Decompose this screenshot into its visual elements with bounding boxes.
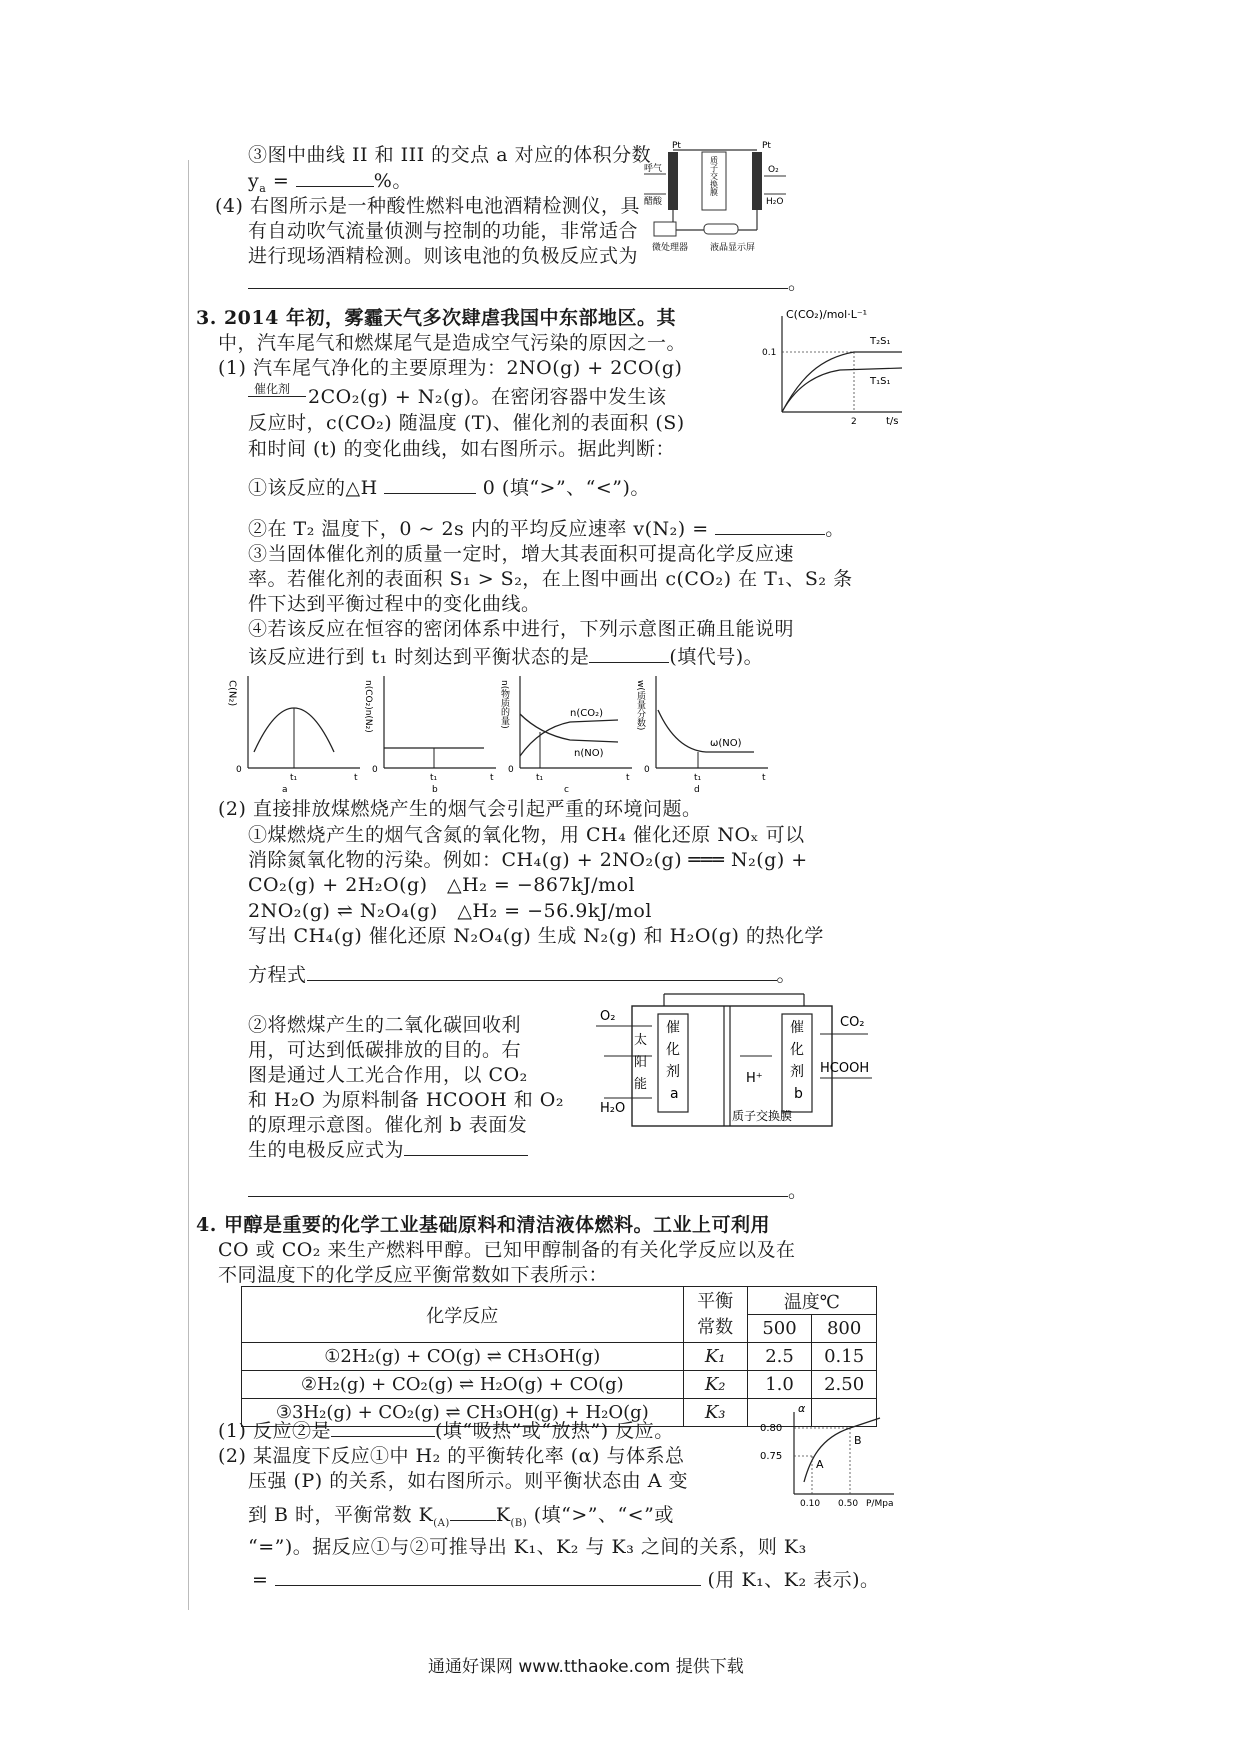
sun-char-3: 能 xyxy=(634,1077,648,1092)
header-constant: 平衡 常数 xyxy=(683,1287,747,1343)
t1-label: t₁ xyxy=(290,773,298,783)
processor-label: 微处理器 xyxy=(652,243,689,253)
x-tick-010: 0.10 xyxy=(800,1499,821,1509)
t1-label: t₁ xyxy=(430,773,438,783)
origin-label: 0 xyxy=(644,765,650,775)
cat-b-char-1: 催 xyxy=(790,1020,804,1036)
q2-answer-line: 。 xyxy=(248,270,808,296)
cat-a-char-2: 化 xyxy=(666,1042,680,1058)
q3-p2-line-6: 写出 CH₄(g) 催化还原 N₂O₄(g) 生成 N₂(g) 和 H₂O(g) 的热化学 xyxy=(248,925,824,947)
q3-p3-answer-line: 。 xyxy=(248,1178,808,1204)
q4-p2-line-5: = (用 K₁、K₂ 表示)。 xyxy=(252,1569,880,1591)
q4-line-3: 不同温度下的化学反应平衡常数如下表所示： xyxy=(218,1264,609,1286)
caption: b xyxy=(432,785,438,795)
small-chart-d xyxy=(635,668,776,795)
header-temperature: 温度℃ xyxy=(747,1287,876,1315)
answer-blank[interactable] xyxy=(331,1418,435,1437)
q4-p2-line-2: 压强 (P) 的关系，如右图所示。则平衡状态由 A 变 xyxy=(248,1470,688,1492)
table-row-k: K₃ xyxy=(683,1399,747,1427)
x-axis-label: t/s xyxy=(886,416,899,427)
answer-blank[interactable] xyxy=(307,962,777,981)
origin-label: 0 xyxy=(508,765,514,775)
t1-label: t₁ xyxy=(536,773,544,783)
q4-line-2: CO 或 CO₂ 来生产燃料甲醇。已知甲醇制备的有关化学反应以及在 xyxy=(218,1239,796,1261)
table-row-500: 2.5 xyxy=(747,1343,812,1371)
o2-label: O₂ xyxy=(768,165,779,175)
membrane-label: 质子交换膜 xyxy=(732,1109,793,1123)
sun-char-1: 太 xyxy=(634,1033,648,1048)
q2-line-2: $y_a$ = %。 xyxy=(248,170,412,195)
q3-line-4: 2CO₂(g) + N₂(g)。在密闭容器中发生该 xyxy=(308,386,667,408)
membrane-label: 质子交换膜 xyxy=(709,156,719,196)
series-no-label: n(NO) xyxy=(574,748,604,759)
q4-p2-line-1: (2) 某温度下反应①中 H₂ 的平衡转化率 (α) 与体系总 xyxy=(218,1445,685,1467)
y-label: C(N₂) xyxy=(226,680,238,707)
x-tick-label: 2 xyxy=(851,417,857,427)
co2-label: CO₂ xyxy=(840,1015,865,1030)
q3-p3-line-3: 图是通过人工光合作用，以 CO₂ xyxy=(248,1064,528,1086)
co2-concentration-chart xyxy=(760,308,910,434)
q3-p2-line-3: 消除氮氧化物的污染。例如：CH₄(g) + 2NO₂(g) ═══ N₂(g) + xyxy=(248,849,808,871)
hcooh-label: HCOOH xyxy=(820,1061,870,1076)
q3-line-3: (1) 汽车尾气净化的主要原理为：2NO(g) + 2CO(g) xyxy=(218,357,683,379)
y-label: n(物质的量) xyxy=(499,680,509,729)
q4-line-1: 4. 甲醇是重要的化学工业基础原料和清洁液体燃料。工业上可利用 xyxy=(196,1214,770,1236)
t-label: t xyxy=(490,773,494,783)
acetic-acid-label: 醋酸 xyxy=(644,197,663,207)
y-axis-label: C(CO₂)/mol·L⁻¹ xyxy=(786,308,868,321)
x-axis-label: P/Mpa xyxy=(866,1499,894,1509)
origin-label: 0 xyxy=(236,765,242,775)
t-label: t xyxy=(626,773,630,783)
q3-p3-line-1: ②将燃煤产生的二氧化碳回收利 xyxy=(248,1014,522,1036)
caption: c xyxy=(564,785,569,795)
q3-line-8: ②在 T₂ 温度下，0 ~ 2s 内的平均反应速率 v(N₂) = 。 xyxy=(248,518,845,540)
fuel-cell-diagram xyxy=(640,142,790,254)
table-row-reaction: ③3H₂(g) + CO₂(g) ⇌ CH₃OH(g) + H₂O(g) xyxy=(242,1399,684,1427)
small-chart-a xyxy=(226,668,368,795)
answer-blank[interactable] xyxy=(715,516,825,535)
h2o-label: H₂O xyxy=(766,197,784,207)
answer-blank[interactable] xyxy=(589,644,669,663)
right-electrode xyxy=(752,152,762,210)
answer-blank[interactable] xyxy=(384,475,476,494)
header-reaction: 化学反应 xyxy=(242,1287,684,1343)
y-label: w(质量分数) xyxy=(635,680,645,731)
q4-p2-line-4: “=”)。据反应①与②可推导出 K₁、K₂ 与 K₃ 之间的关系，则 K₃ xyxy=(248,1536,807,1558)
q3-line-12: ④若该反应在恒容的密闭体系中进行，下列示意图正确且能说明 xyxy=(248,618,795,640)
cat-a-char-4: a xyxy=(670,1086,679,1102)
q3-p2-line-4: CO₂(g) + 2H₂O(g) △H₂ = −867kJ/mol xyxy=(248,874,636,896)
series-co2-label: n(CO₂) xyxy=(570,708,604,719)
origin-label: 0 xyxy=(372,765,378,775)
point-b-label: B xyxy=(854,1434,862,1447)
small-chart-c xyxy=(499,668,640,795)
table-row-reaction: ①2H₂(g) + CO(g) ⇌ CH₃OH(g) xyxy=(242,1343,684,1371)
y-axis-label: α xyxy=(798,1402,806,1415)
q3-line-7: ①该反应的△H 0 (填“>”、“<”)。 xyxy=(248,477,650,499)
q3-line-11: 件下达到平衡过程中的变化曲线。 xyxy=(248,593,541,615)
point-a-label: A xyxy=(816,1458,824,1471)
q3-p3-line-4: 和 H₂O 为原料制备 HCOOH 和 O₂ xyxy=(248,1089,564,1111)
curve-t1s1-label: T₁S₁ xyxy=(870,376,891,387)
h2o-label: H₂O xyxy=(600,1101,626,1116)
curve-t1s1 xyxy=(782,368,902,412)
q3-p3-line-2: 用，可达到低碳排放的目的。右 xyxy=(248,1039,522,1061)
photosynthesis-cell-diagram xyxy=(596,986,876,1136)
q3-line-10: 率。若催化剂的表面积 S₁ > S₂，在上图中画出 c(CO₂) 在 T₁、S₂ 条 xyxy=(248,568,853,590)
header-500: 500 xyxy=(747,1315,812,1343)
cat-b-char-2: 化 xyxy=(790,1042,804,1058)
x-tick-050: 0.50 xyxy=(838,1499,859,1509)
small-chart-b xyxy=(363,668,504,795)
cat-a-char-3: 剂 xyxy=(666,1064,680,1080)
q3-line-9: ③当固体催化剂的质量一定时，增大其表面积可提高化学反应速 xyxy=(248,543,795,565)
left-electrode xyxy=(668,152,678,210)
answer-blank[interactable] xyxy=(248,270,788,289)
y-tick-label: 0.1 xyxy=(762,348,777,358)
q4-p1-line: (1) 反应②是 (填“吸热”或“放热”) 反应。 xyxy=(218,1420,674,1442)
breath-in-label: 呼气 xyxy=(644,164,663,174)
left-margin-rule xyxy=(188,160,189,1610)
cat-b-char-3: 剂 xyxy=(790,1064,804,1080)
answer-blank[interactable] xyxy=(296,168,374,187)
q3-p2-line-2: ①煤燃烧产生的烟气含氮的氧化物，用 CH₄ 催化还原 NOₓ 可以 xyxy=(248,824,805,846)
table-row-500: 1.0 xyxy=(747,1371,812,1399)
sun-char-2: 阳 xyxy=(634,1055,648,1070)
q3-line-6: 和时间 (t) 的变化曲线，如右图所示。据此判断： xyxy=(248,438,676,460)
q3-line-2: 中，汽车尾气和燃煤尾气是造成空气污染的原因之一。 xyxy=(218,332,687,354)
q2-line-1: ③图中曲线 II 和 III 的交点 a 对应的体积分数 xyxy=(248,144,652,166)
table-row-k: K₁ xyxy=(683,1343,747,1371)
q3-p2-line-1: (2) 直接排放煤燃烧产生的烟气会引起严重的环境问题。 xyxy=(218,798,702,820)
series-no-label: ω(NO) xyxy=(710,738,742,749)
header-800: 800 xyxy=(812,1315,877,1343)
o2-label: O₂ xyxy=(600,1009,616,1024)
answer-blank[interactable] xyxy=(275,1567,701,1586)
caption: d xyxy=(694,785,700,795)
t-label: t xyxy=(354,773,358,783)
cat-a-char-1: 催 xyxy=(666,1020,680,1036)
hplus-label: H⁺ xyxy=(746,1071,763,1086)
pt-right-label: Pt xyxy=(762,141,771,151)
q3-line-1: 3. 2014 年初，雾霾天气多次肆虐我国中东部地区。其 xyxy=(196,307,676,329)
equilibrium-arrow xyxy=(248,396,306,397)
caption: a xyxy=(282,785,288,795)
display-label: 液晶显示屏 xyxy=(710,243,756,253)
q3-p2-line-7: 方程式 。 xyxy=(248,964,797,986)
catalyst-label: 催化剂 xyxy=(254,382,291,396)
t-label: t xyxy=(762,773,766,783)
pt-left-label: Pt xyxy=(672,141,681,151)
processor-box xyxy=(654,222,676,236)
q3-p2-line-5: 2NO₂(g) ⇌ N₂O₄(g) △H₂ = −56.9kJ/mol xyxy=(248,900,652,922)
y-label: n(CO₂)n(N₂) xyxy=(363,680,373,733)
table-row-800: 2.50 xyxy=(812,1371,877,1399)
series-no xyxy=(520,714,618,742)
y-tick-080: 0.80 xyxy=(760,1423,783,1434)
y-tick-075: 0.75 xyxy=(760,1451,783,1462)
answer-blank[interactable] xyxy=(248,1178,788,1197)
q2-line-3: (4) 右图所示是一种酸性燃料电池酒精检测仪，具 xyxy=(215,195,640,217)
table-row-reaction: ②H₂(g) + CO₂(g) ⇌ H₂O(g) + CO(g) xyxy=(242,1371,684,1399)
q4-p2-line-3: 到 B 时，平衡常数 $K_{(A)}$ $K_{(B)}$ (填“>”、“<”或 xyxy=(248,1504,674,1529)
q2-line-5: 进行现场酒精检测。则该电池的负极反应式为 xyxy=(248,245,639,267)
answer-blank[interactable] xyxy=(404,1137,528,1156)
answer-blank[interactable] xyxy=(450,1502,496,1521)
q3-line-13: 该反应进行到 t₁ 时刻达到平衡状态的是 (填代号)。 xyxy=(248,646,764,668)
q3-p3-line-5: 的原理示意图。催化剂 b 表面发 xyxy=(248,1114,528,1136)
table-row-800: 0.15 xyxy=(812,1343,877,1371)
display-box xyxy=(704,224,738,234)
footer-credit: 通通好课网 www.tthaoke.com 提供下载 xyxy=(428,1657,744,1677)
q3-p3-line-6: 生的电极反应式为 xyxy=(248,1137,528,1163)
curve-t2s1-label: T₂S₁ xyxy=(870,336,891,347)
conversion-pressure-chart xyxy=(754,1402,906,1518)
cat-b-char-4: b xyxy=(794,1086,803,1102)
t1-label: t₁ xyxy=(694,773,702,783)
table-row-k: K₂ xyxy=(683,1371,747,1399)
alpha-curve xyxy=(804,1418,880,1482)
q3-line-5: 反应时，c(CO₂) 随温度 (T)、催化剂的表面积 (S) xyxy=(248,412,685,434)
q2-line-4: 有自动吹气流量侦测与控制的功能，非常适合 xyxy=(248,220,639,242)
